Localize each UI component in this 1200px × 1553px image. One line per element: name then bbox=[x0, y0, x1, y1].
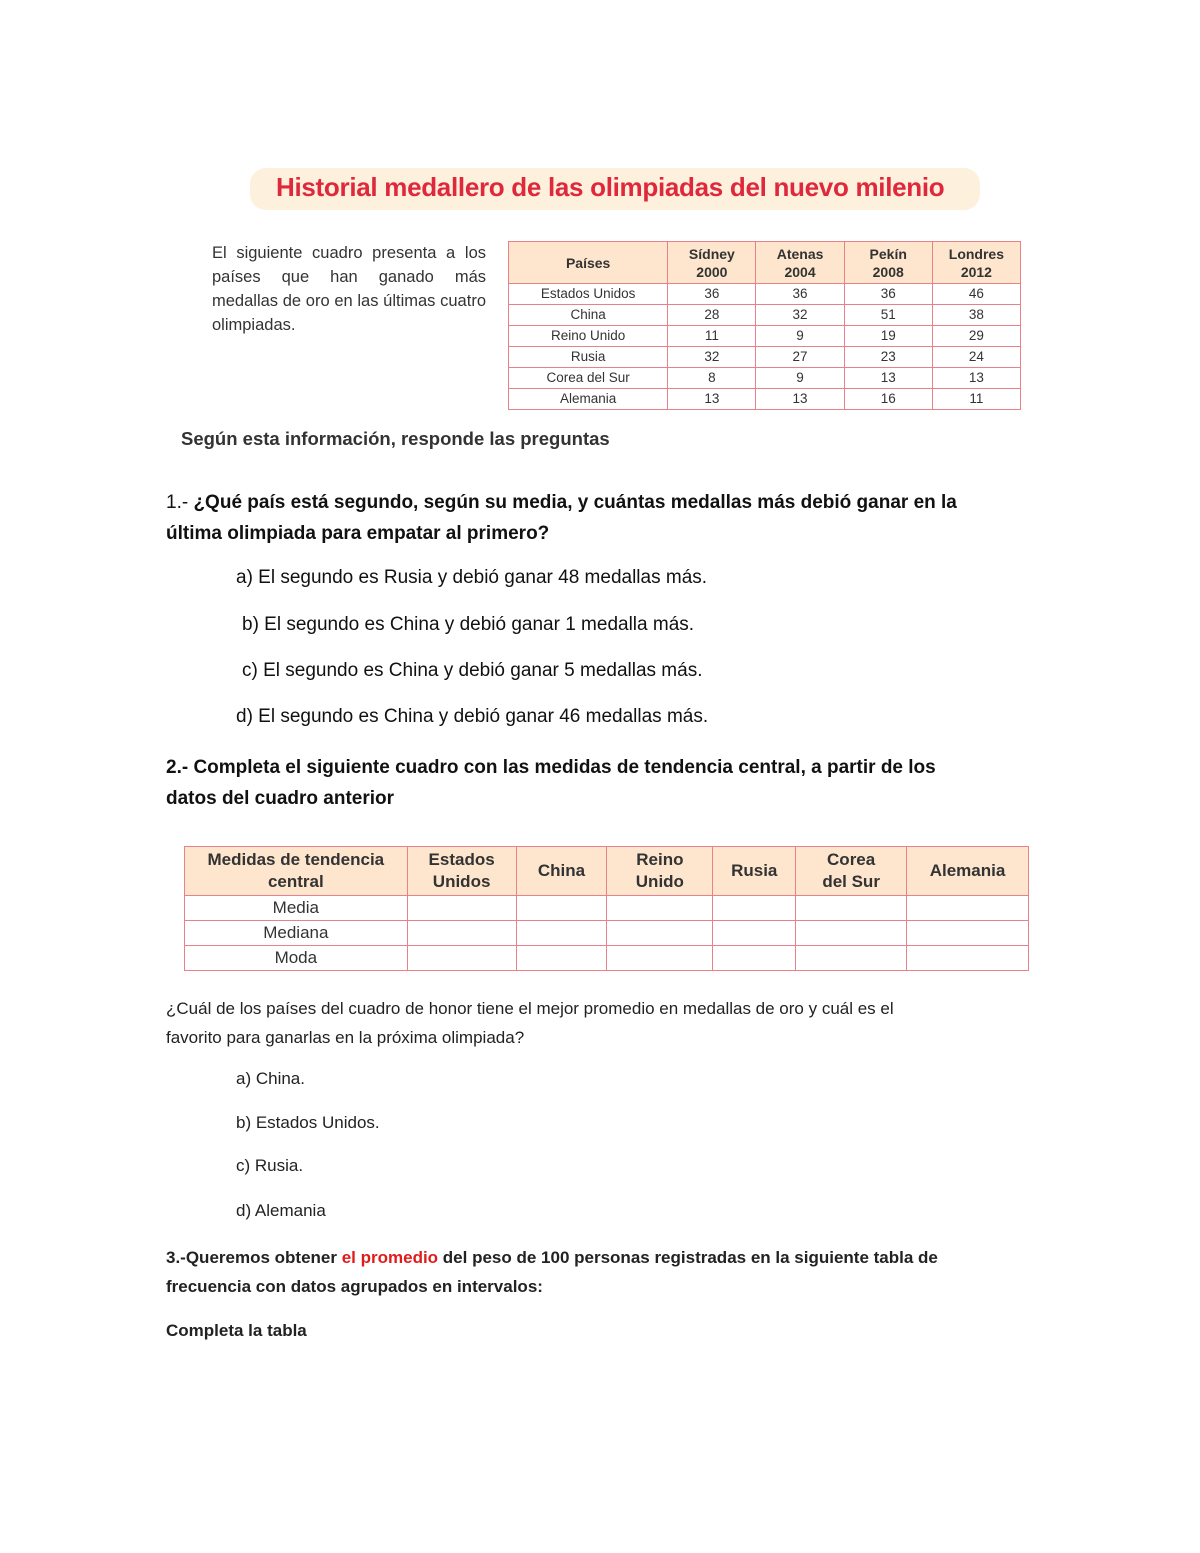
value-cell: 9 bbox=[756, 326, 844, 347]
header-cell: Países bbox=[509, 242, 668, 284]
medal-table-header-row bbox=[509, 242, 1021, 284]
empty-answer-cell[interactable] bbox=[713, 946, 796, 971]
header-cell: Medidas de tendencia central bbox=[185, 847, 408, 896]
question-3-highlight: el promedio bbox=[341, 1248, 439, 1267]
empty-answer-cell[interactable] bbox=[607, 921, 713, 946]
banner-title: Historial medallero de las olimpiadas del nuevo milenio bbox=[276, 172, 945, 202]
value-cell: 27 bbox=[756, 347, 844, 368]
section-heading: Según esta información, responde las preguntas bbox=[181, 428, 610, 449]
measure-label-cell: Mediana bbox=[185, 921, 408, 946]
empty-answer-cell[interactable] bbox=[713, 896, 796, 921]
country-cell: Corea del Sur bbox=[509, 368, 668, 389]
empty-answer-cell[interactable] bbox=[907, 896, 1029, 921]
central-tendency-header-row bbox=[185, 847, 1029, 896]
value-cell: 13 bbox=[932, 368, 1020, 389]
empty-answer-cell[interactable] bbox=[407, 921, 516, 946]
value-cell: 32 bbox=[668, 347, 756, 368]
question-1-line1: ¿Qué país está segundo, según su media, y cuántas medallas más debió ganar en la bbox=[193, 492, 957, 513]
question-3-part1: 3.-Queremos obtener bbox=[166, 1248, 342, 1267]
empty-answer-cell[interactable] bbox=[796, 946, 907, 971]
value-cell: 36 bbox=[844, 284, 932, 305]
header-cell: Alemania bbox=[907, 847, 1029, 896]
question-2-line2: datos del cuadro anterior bbox=[166, 788, 395, 809]
value-cell: 9 bbox=[756, 368, 844, 389]
question-extra bbox=[166, 994, 894, 1052]
question-1-option-a: a) El segundo es Rusia y debió ganar 48 medallas más. bbox=[236, 567, 708, 588]
question-1-option-b: b) El segundo es China y debió ganar 1 medalla más. bbox=[242, 614, 695, 635]
central-tendency-table bbox=[184, 846, 1029, 971]
value-cell: 13 bbox=[756, 389, 844, 410]
empty-answer-cell[interactable] bbox=[907, 946, 1029, 971]
table-row bbox=[185, 921, 1029, 946]
question-1-line2: última olimpiada para empatar al primero? bbox=[166, 523, 550, 544]
question-extra-option-b: b) Estados Unidos. bbox=[236, 1113, 380, 1132]
value-cell: 13 bbox=[844, 368, 932, 389]
table-row bbox=[509, 347, 1021, 368]
value-cell: 36 bbox=[668, 284, 756, 305]
question-extra-line1: ¿Cuál de los países del cuadro de honor tiene el mejor promedio en medallas de oro y cuál es el bbox=[166, 999, 894, 1018]
empty-answer-cell[interactable] bbox=[407, 896, 516, 921]
value-cell: 24 bbox=[932, 347, 1020, 368]
question-3 bbox=[166, 1243, 938, 1301]
header-cell: Pekín 2008 bbox=[844, 242, 932, 284]
value-cell: 11 bbox=[668, 326, 756, 347]
header-cell: Corea del Sur bbox=[796, 847, 907, 896]
empty-answer-cell[interactable] bbox=[516, 896, 607, 921]
country-cell: Rusia bbox=[509, 347, 668, 368]
intro-paragraph: El siguiente cuadro presenta a los países que han ganado más medallas de oro en las últimas cuatro olimpiadas. bbox=[212, 244, 486, 334]
medal-table bbox=[508, 241, 1021, 410]
header-cell: Rusia bbox=[713, 847, 796, 896]
value-cell: 32 bbox=[756, 305, 844, 326]
header-cell: Estados Unidos bbox=[407, 847, 516, 896]
table-row bbox=[509, 389, 1021, 410]
table-row bbox=[185, 946, 1029, 971]
measure-label-cell: Media bbox=[185, 896, 408, 921]
country-cell: Alemania bbox=[509, 389, 668, 410]
question-extra-option-c: c) Rusia. bbox=[236, 1156, 304, 1175]
question-1-option-d: d) El segundo es China y debió ganar 46 medallas más. bbox=[236, 706, 709, 727]
question-1 bbox=[166, 487, 957, 549]
empty-answer-cell[interactable] bbox=[796, 921, 907, 946]
question-3-line2: frecuencia con datos agrupados en intervalos: bbox=[166, 1277, 543, 1296]
empty-answer-cell[interactable] bbox=[607, 946, 713, 971]
table-row bbox=[509, 368, 1021, 389]
value-cell: 23 bbox=[844, 347, 932, 368]
country-cell: Estados Unidos bbox=[509, 284, 668, 305]
question-3-instruction: Completa la tabla bbox=[166, 1321, 307, 1340]
question-1-option-c: c) El segundo es China y debió ganar 5 medallas más. bbox=[242, 660, 703, 681]
question-1-number: 1.- bbox=[166, 492, 194, 513]
empty-answer-cell[interactable] bbox=[516, 946, 607, 971]
question-extra-option-a: a) China. bbox=[236, 1069, 305, 1088]
question-3-part2: del peso de 100 personas registradas en la siguiente tabla de bbox=[438, 1248, 938, 1267]
country-cell: China bbox=[509, 305, 668, 326]
value-cell: 28 bbox=[668, 305, 756, 326]
value-cell: 51 bbox=[844, 305, 932, 326]
value-cell: 16 bbox=[844, 389, 932, 410]
value-cell: 29 bbox=[932, 326, 1020, 347]
table-row bbox=[509, 305, 1021, 326]
empty-answer-cell[interactable] bbox=[607, 896, 713, 921]
question-2-line1: 2.- Completa el siguiente cuadro con las medidas de tendencia central, a partir de los bbox=[166, 757, 936, 778]
table-row bbox=[185, 896, 1029, 921]
empty-answer-cell[interactable] bbox=[407, 946, 516, 971]
empty-answer-cell[interactable] bbox=[516, 921, 607, 946]
header-cell: China bbox=[516, 847, 607, 896]
value-cell: 38 bbox=[932, 305, 1020, 326]
question-2 bbox=[166, 752, 936, 814]
empty-answer-cell[interactable] bbox=[796, 896, 907, 921]
value-cell: 19 bbox=[844, 326, 932, 347]
empty-answer-cell[interactable] bbox=[713, 921, 796, 946]
measure-label-cell: Moda bbox=[185, 946, 408, 971]
question-extra-line2: favorito para ganarlas en la próxima olimpiada? bbox=[166, 1028, 525, 1047]
empty-answer-cell[interactable] bbox=[907, 921, 1029, 946]
header-cell: Londres 2012 bbox=[932, 242, 1020, 284]
header-cell: Atenas 2004 bbox=[756, 242, 844, 284]
value-cell: 8 bbox=[668, 368, 756, 389]
value-cell: 36 bbox=[756, 284, 844, 305]
question-extra-option-d: d) Alemania bbox=[236, 1201, 326, 1220]
table-row bbox=[509, 284, 1021, 305]
value-cell: 11 bbox=[932, 389, 1020, 410]
country-cell: Reino Unido bbox=[509, 326, 668, 347]
table-row bbox=[509, 326, 1021, 347]
header-cell: Sídney 2000 bbox=[668, 242, 756, 284]
header-cell: Reino Unido bbox=[607, 847, 713, 896]
value-cell: 46 bbox=[932, 284, 1020, 305]
value-cell: 13 bbox=[668, 389, 756, 410]
